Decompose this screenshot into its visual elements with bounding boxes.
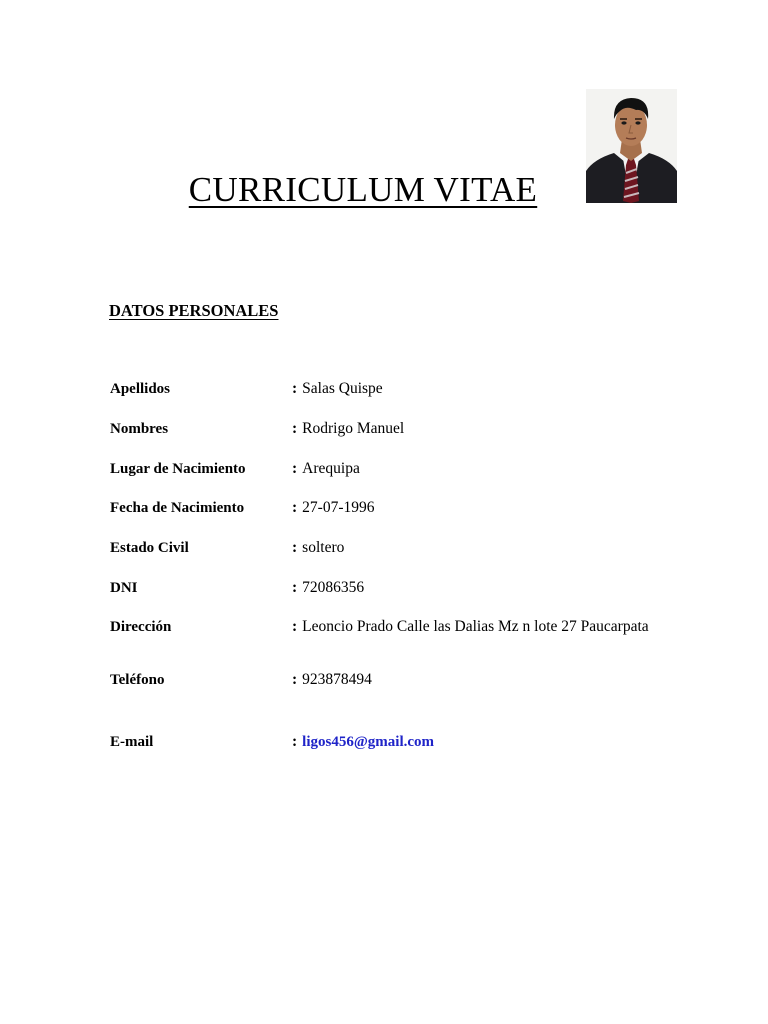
field-row-fecha-de-nacimiento: [0, 496, 768, 520]
field-value: : soltero: [292, 539, 345, 556]
field-value: : Salas Quispe: [292, 380, 383, 397]
field-value: : ligos456@gmail.com: [292, 733, 435, 750]
field-row-email: [0, 730, 768, 754]
field-label: Fecha de Nacimiento: [110, 500, 245, 516]
field-value: : 923878494: [292, 671, 372, 688]
field-label: Nombres: [110, 421, 169, 437]
field-row-estado-civil: [0, 536, 768, 560]
field-label: Apellidos: [110, 381, 171, 397]
field-label: Teléfono: [110, 672, 165, 688]
field-value: : Leoncio Prado Calle las Dalias Mz n lote 27 Paucarpata: [292, 618, 649, 635]
field-label: DNI: [110, 580, 138, 596]
field-value: : 72086356: [292, 579, 365, 596]
field-row-lugar-de-nacimiento: [0, 457, 768, 481]
document-title: CURRICULUM VITAE: [188, 170, 538, 209]
field-label: Lugar de Nacimiento: [110, 461, 246, 477]
field-value: : Rodrigo Manuel: [292, 420, 405, 437]
email-link[interactable]: ligos456@gmail.com: [302, 734, 435, 750]
field-value: : 27-07-1996: [292, 499, 375, 516]
field-label: E-mail: [110, 734, 154, 750]
field-row-apellidos: [0, 377, 768, 401]
section-title-datos-personales: DATOS PERSONALES: [109, 301, 279, 320]
field-row-nombres: [0, 417, 768, 441]
field-row-direccion: [0, 615, 768, 639]
field-label: Dirección: [110, 619, 172, 635]
field-value: : Arequipa: [292, 460, 360, 477]
field-row-telefono: [0, 668, 768, 692]
field-label: Estado Civil: [110, 540, 189, 556]
field-row-dni: [0, 576, 768, 600]
